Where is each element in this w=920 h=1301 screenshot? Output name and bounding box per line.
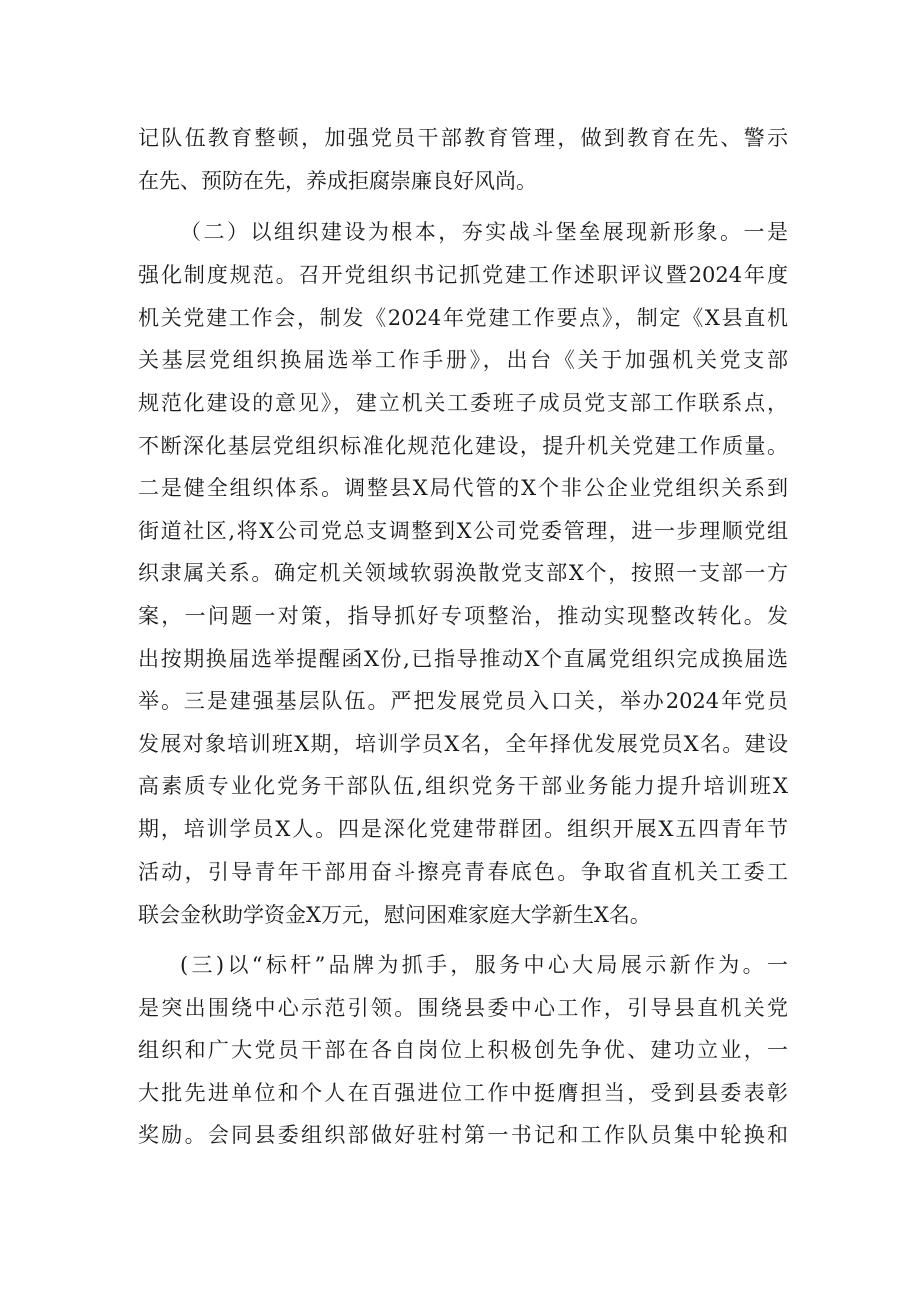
text-line: 高素质专业化党务干部队伍,组织党务干部业务能力提升培训班X xyxy=(138,774,788,798)
text-line: 大批先进单位和个人在百强进位工作中挺膺担当，受到县委表彰 xyxy=(138,1081,788,1105)
text-line: 组织和广大党员干部在各自岗位上积极创先争优、建功立业，一 xyxy=(138,1038,788,1062)
text-line: 织隶属关系。确定机关领域软弱涣散党支部X个，按照一支部一方 xyxy=(138,561,788,585)
text-line: 街道社区,将X公司党总支调整到X公司党委管理，进一步理顺党组 xyxy=(138,519,788,543)
text-line: 举。三是建强基层队伍。严把发展党员入口关，举办2024年党员 xyxy=(138,689,788,713)
text-line: 规范化建设的意见》，建立机关工委班子成员党支部工作联系点， xyxy=(138,391,788,415)
text-line: 奖励。会同县委组织部做好驻村第一书记和工作队员集中轮换和 xyxy=(138,1123,788,1147)
section-heading-line: （二）以组织建设为根本，夯实战斗堡垒展现新形象。一是 xyxy=(180,220,788,244)
text-line: 机关党建工作会，制发《2024年党建工作要点》，制定《X县直机 xyxy=(138,306,788,330)
section-heading-line: (三)以“标杆”品牌为抓手，服务中心大局展示新作为。一 xyxy=(180,953,788,977)
text-line: 不断深化基层党组织标准化规范化建设，提升机关党建工作质量。 xyxy=(138,434,788,458)
text-line: 期，培训学员X人。四是深化党建带群团。组织开展X五四青年节 xyxy=(138,817,788,841)
text-line: 活动，引导青年干部用奋斗擦亮青春底色。争取省直机关工委工 xyxy=(138,860,788,884)
text-line: 案，一问题一对策，指导抓好专项整治，推动实现整改转化。发 xyxy=(138,604,788,628)
text-line: 联会金秋助学资金X万元，慰问困难家庭大学新生X名。 xyxy=(138,903,651,927)
text-line: 在先、预防在先，养成拒腐崇廉良好风尚。 xyxy=(138,169,537,193)
text-line: 二是健全组织体系。调整县X局代管的X个非公企业党组织关系到 xyxy=(138,476,788,500)
text-line: 出按期换届选举提醒函X份,已指导推动X个直属党组织完成换届选 xyxy=(138,647,788,671)
text-line: 记队伍教育整顿，加强党员干部教育管理，做到教育在先、警示 xyxy=(138,126,788,150)
text-line: 是突出围绕中心示范引领。围绕县委中心工作，引导县直机关党 xyxy=(138,996,788,1020)
text-line: 关基层党组织换届选举工作手册》，出台《关于加强机关党支部 xyxy=(138,348,788,372)
text-line: 发展对象培训班X期，培训学员X名，全年择优发展党员X名。建设 xyxy=(138,732,788,756)
text-line: 强化制度规范。召开党组织书记抓党建工作述职评议暨2024年度 xyxy=(138,263,788,287)
